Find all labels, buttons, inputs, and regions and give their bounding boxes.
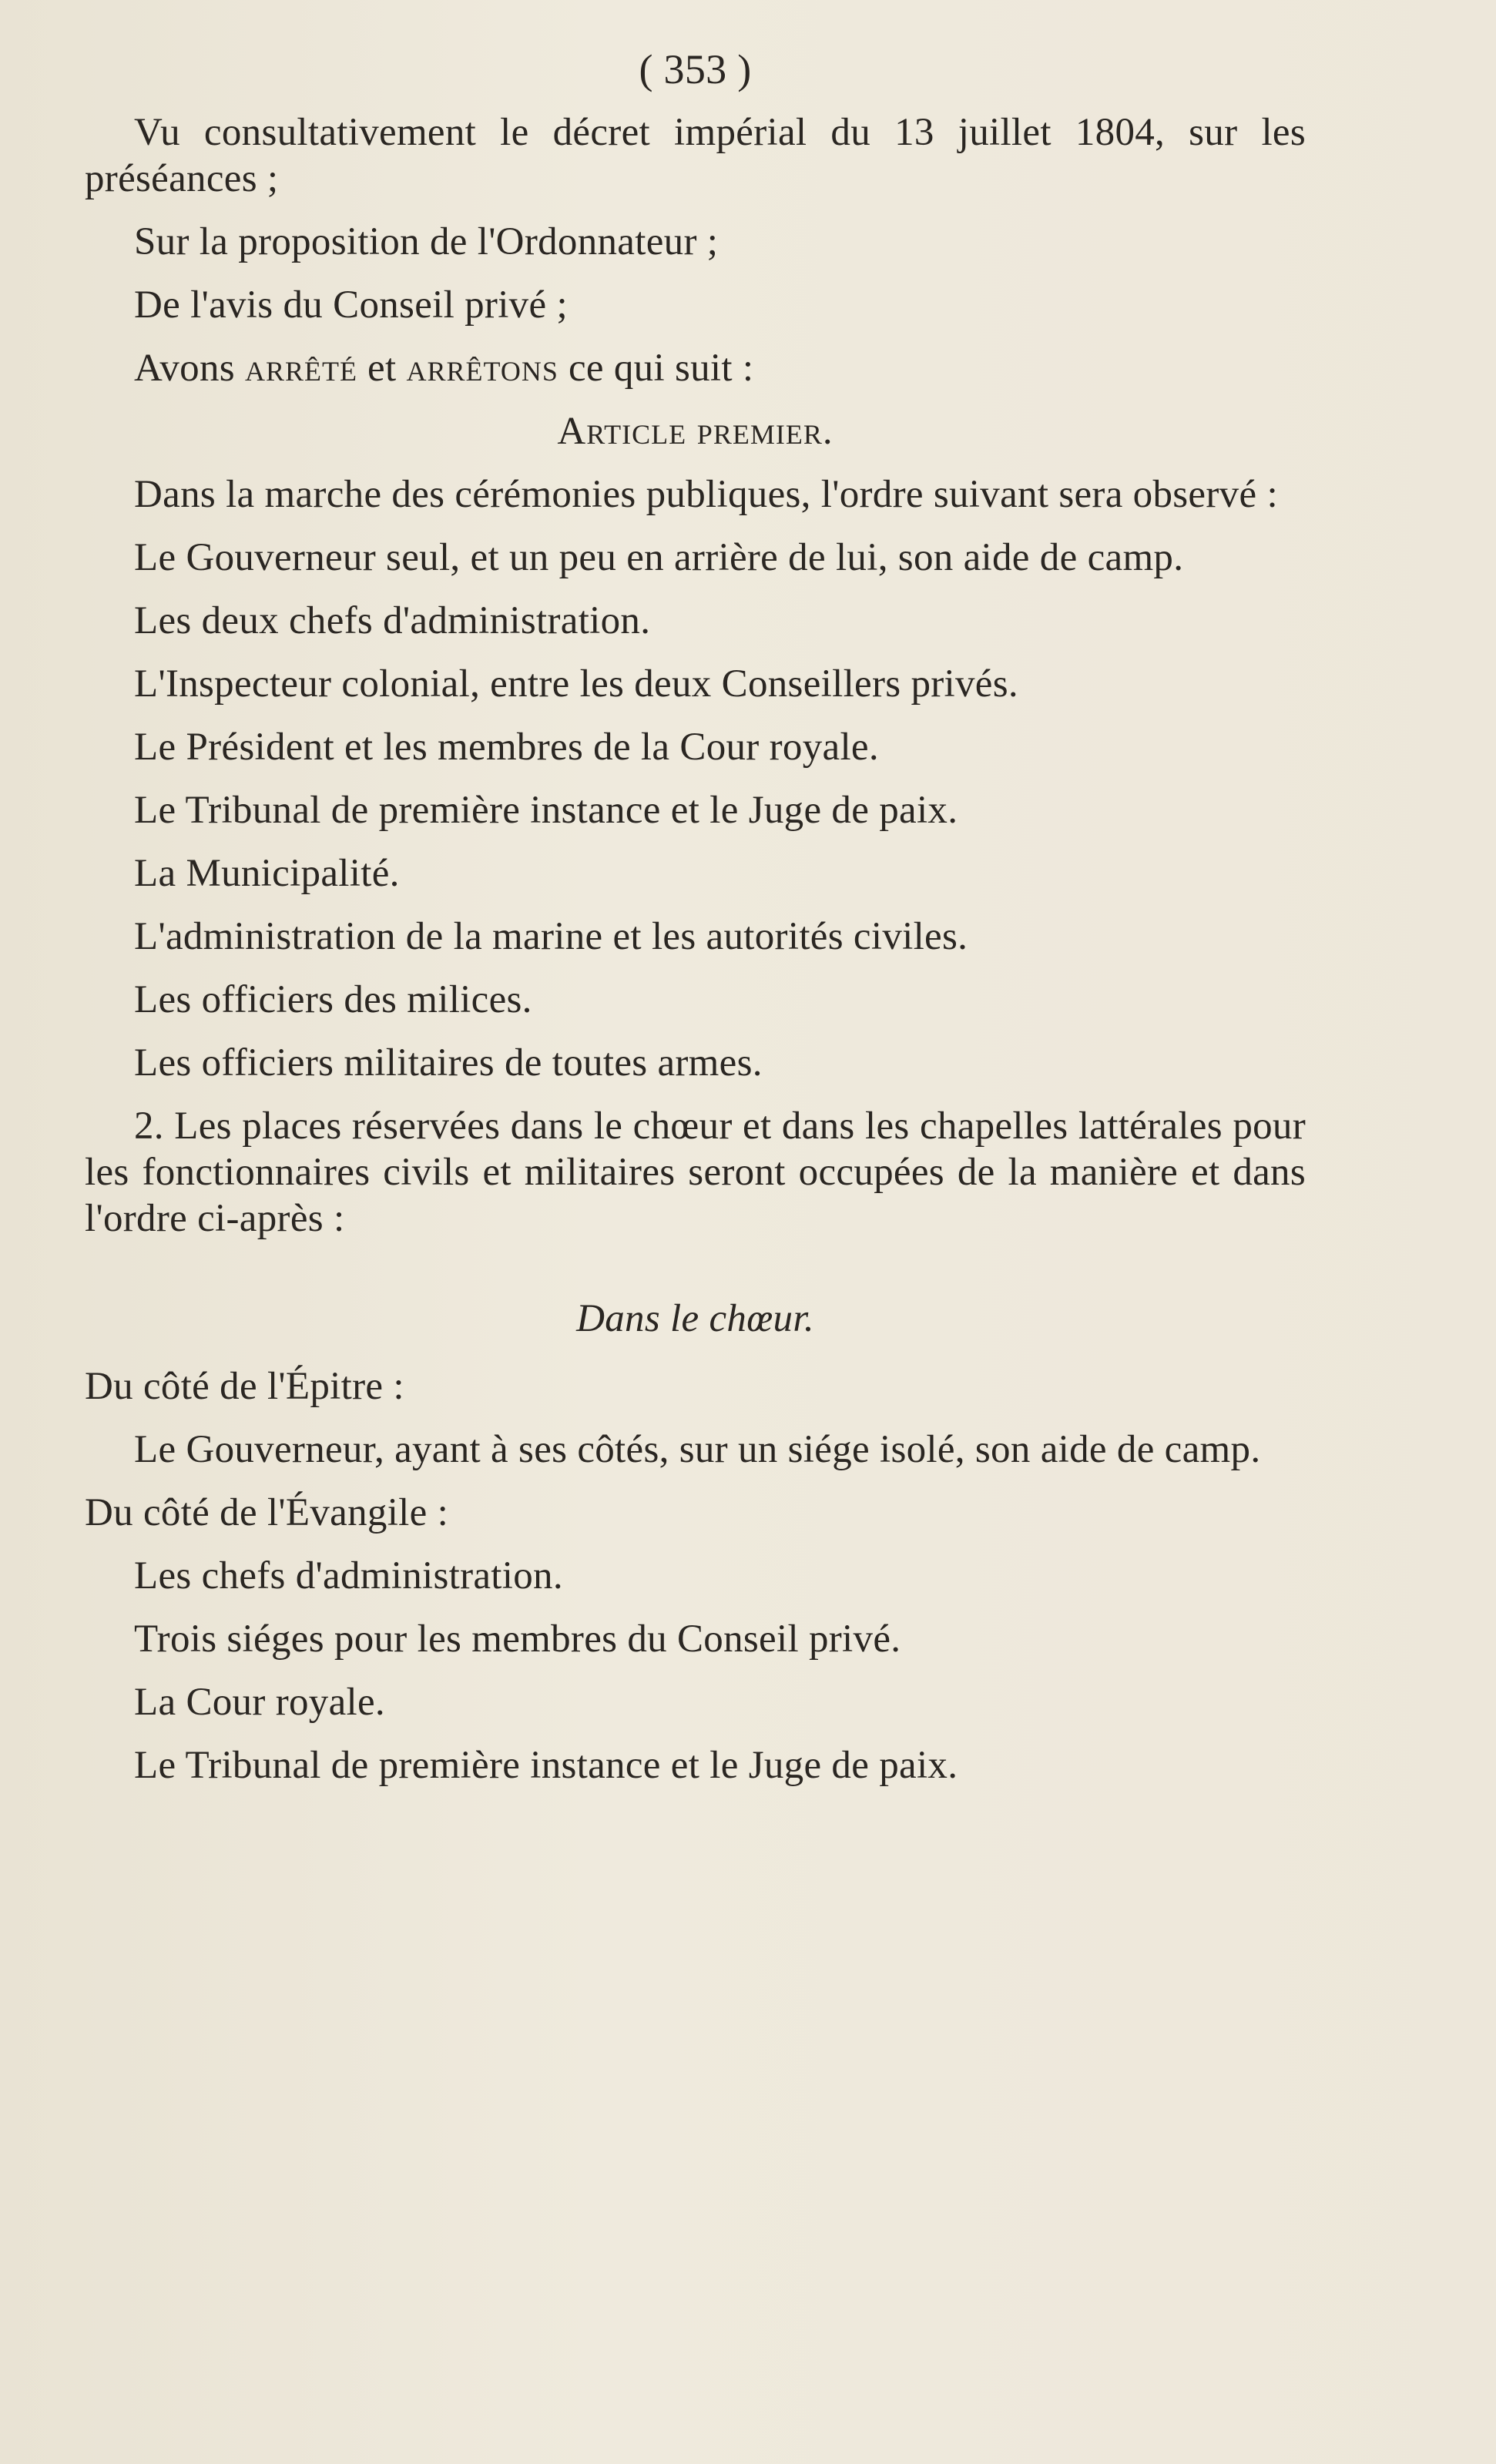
- intro-line-4-suffix: ce qui suit :: [568, 347, 754, 390]
- list-item: L'Inspecteur colonial, entre les deux Conseillers privés.: [134, 662, 1018, 706]
- page-number: ( 353 ): [639, 46, 752, 92]
- list-item: La Cour royale.: [134, 1681, 385, 1724]
- order-list: [85, 535, 1306, 1086]
- text-block: [85, 46, 1306, 1805]
- article2-paragraph: 2. Les places réservées dans le chœur et dans les chapelles lattérales pour les fonctionnaires civils et militaires seront occupées de la manière et dans l'ordre ci-après :: [85, 1105, 1306, 1240]
- intro-line-4-mid: et: [367, 347, 397, 390]
- article1-intro: Dans la marche des cérémonies publiques, l'ordre suivant sera observé :: [134, 473, 1278, 516]
- list-item: Le Gouverneur, ayant à ses côtés, sur un siége isolé, son aide de camp.: [134, 1428, 1261, 1471]
- intro-line-4: [85, 345, 1306, 391]
- list-item: L'administration de la marine et les autorités civiles.: [134, 915, 968, 958]
- list-item: Les officiers militaires de toutes armes.: [134, 1041, 763, 1084]
- intro-line-1: Vu consultativement le décret impérial du 13 juillet 1804, sur les préséances ;: [85, 111, 1306, 200]
- intro-line-4-arretons: arrêtons: [406, 347, 558, 390]
- list-item: Le Président et les membres de la Cour royale.: [134, 726, 879, 769]
- list-item: Les chefs d'administration.: [134, 1554, 563, 1597]
- article-heading: Article premier.: [557, 410, 834, 453]
- choir-heading: Dans le chœur.: [576, 1297, 814, 1340]
- list-item: La Municipalité.: [134, 852, 400, 895]
- list-item: Le Gouverneur seul, et un peu en arrière de lui, son aide de camp.: [134, 536, 1184, 579]
- evangile-label: Du côté de l'Évangile :: [85, 1491, 449, 1534]
- intro-line-4-prefix: Avons: [134, 347, 235, 390]
- intro-line-3: De l'avis du Conseil privé ;: [134, 283, 568, 327]
- list-item: Le Tribunal de première instance et le Juge de paix.: [134, 789, 958, 832]
- intro-line-4-arrete: arrêté: [244, 347, 357, 390]
- list-item: Les officiers des milices.: [134, 978, 532, 1021]
- list-item: Les deux chefs d'administration.: [134, 599, 651, 642]
- intro-line-2: Sur la proposition de l'Ordonnateur ;: [134, 220, 719, 263]
- list-item: Trois siéges pour les membres du Conseil privé.: [134, 1618, 901, 1661]
- epitre-label: Du côté de l'Épitre :: [85, 1365, 404, 1408]
- list-item: Le Tribunal de première instance et le Juge de paix.: [134, 1744, 958, 1787]
